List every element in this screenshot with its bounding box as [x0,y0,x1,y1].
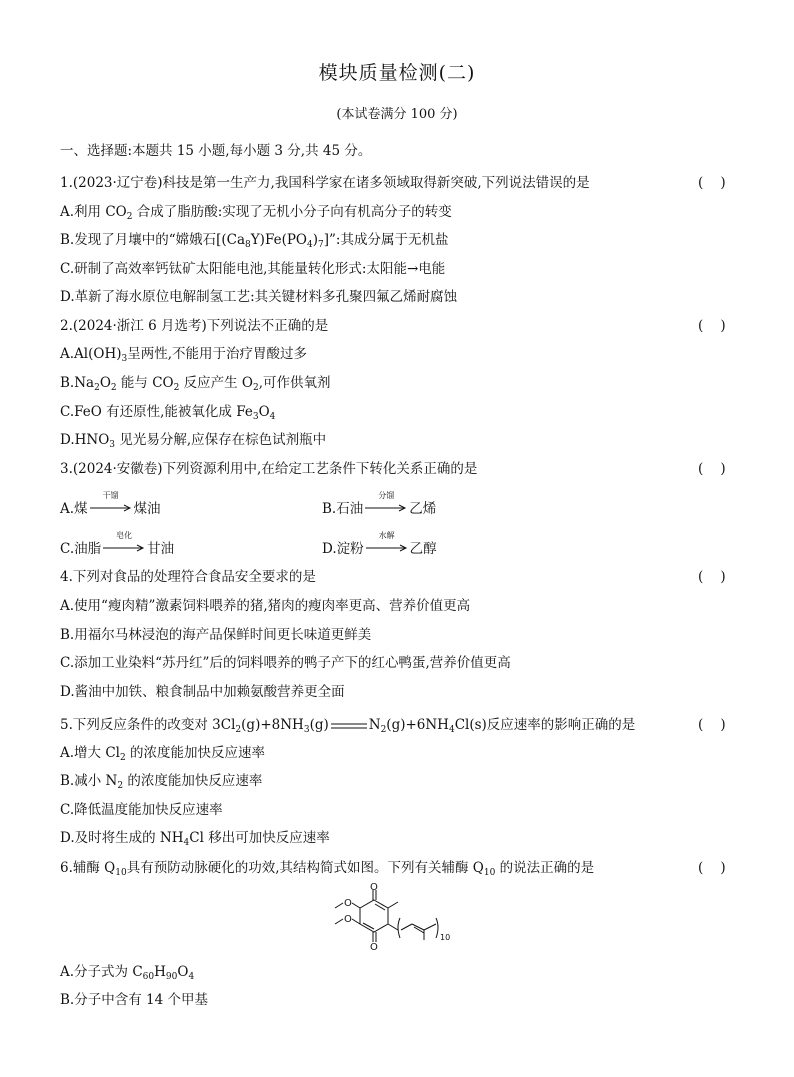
q2-option-c: C.FeO 有还原性,能被氧化成 $Fe_3O_4$ [60,404,276,422]
q3-option-b: B.石油 分馏 乙烯 [322,491,437,517]
coenzyme-q10-structure [328,882,468,952]
q3-option-d: D.淀粉 水解 乙醇 [322,531,437,557]
q1-option-b: B.发现了月壤中的“嫦娥石$[(Ca_8Y)Fe(PO_4)_7]$”:其成分属于无机盐 [60,232,449,250]
svg-text:O: O [370,942,378,952]
q2-stem: 2.(2024·浙江 6 月选考)下列说法不正确的是 [60,318,329,334]
q5-option-c: C.降低温度能加快反应速率 [60,802,223,818]
svg-text:10: 10 [440,933,451,942]
svg-text:O: O [370,882,378,893]
q3-stem: 3.(2024·安徽卷)下列资源利用中,在给定工艺条件下转化关系正确的是 [60,461,478,477]
q3-option-a: A.煤 干馏 煤油 [60,491,161,517]
q1-stem: 1.(2023·辽宁卷)科技是第一生产力,我国科学家在诸多领域取得新突破,下列说法错误的是 [60,175,590,191]
q3-answer-blank: ( ) [698,461,726,477]
q2-option-b: $B.Na_2O_2$ 能与 $CO_2$ 反应产生 $O_2$,可作供氧剂 [60,375,331,393]
q1-answer-blank: ( ) [698,175,726,191]
q5-option-a: A.增大 $Cl_2$ 的浓度能加快反应速率 [60,745,266,763]
q2-option-a: $A.Al(OH)_3$呈两性,不能用于治疗胃酸过多 [60,346,308,364]
reaction-arrow: 皂化 [102,540,146,558]
q5-option-b: B.减小 $N_2$ 的浓度能加快反应速率 [60,773,263,791]
q1-option-c: C.研制了高效率钙钛矿太阳能电池,其能量转化形式:太阳能→电能 [60,261,446,277]
page-title: 模块质量检测(二) [318,62,476,84]
section-heading: 一、选择题:本题共 15 小题,每小题 3 分,共 45 分。 [60,143,372,159]
q2-answer-blank: ( ) [698,318,726,334]
q5-option-d: D.及时将生成的 $NH_4Cl$ 移出可加快反应速率 [60,830,330,848]
q4-option-d: D.酱油中加铁、粮食制品中加赖氨酸营养更全面 [60,684,345,700]
page-subtitle: (本试卷满分 100 分) [336,107,458,122]
q4-option-b: B.用福尔马林浸泡的海产品保鲜时间更长味道更鲜美 [60,627,372,643]
q4-option-c: C.添加工业染料“苏丹红”后的饲料喂养的鸭子产下的红心鸭蛋,营养价值更高 [60,655,511,671]
q6-option-b: B.分子中含有 14 个甲基 [60,992,208,1008]
q4-stem: 4.下列对食品的处理符合食品安全要求的是 [60,569,316,585]
q6-answer-blank: ( ) [698,860,726,876]
q2-option-d: $D.HNO_3$ 见光易分解,应保存在棕色试剂瓶中 [60,432,327,450]
q6-stem: 6.辅酶 $Q_{10}$具有预防动脉硬化的功效,其结构简式如图。下列有关辅酶 $Q_{10}$ 的说法正确的是 [60,860,595,878]
q5-stem: 5.下列反应条件的改变对 $3Cl_2(g)+8NH_3(g)$ $N_2(g)+6NH_4Cl(s)$反应速率的影响正确的是 [60,717,636,735]
q4-option-a: A.使用“瘦肉精”激素饲料喂养的猪,猪肉的瘦肉率更高、营养价值更高 [60,598,471,614]
q1-option-a: A.利用 $CO_2$ 合成了脂肪酸:实现了无机小分子向有机高分子的转变 [60,204,452,222]
reaction-arrow: 干馏 [89,500,133,518]
reaction-arrow: 水解 [365,540,409,558]
q4-answer-blank: ( ) [698,569,726,585]
equals-sign [329,719,369,733]
reaction-arrow: 分馏 [364,500,408,518]
q3-option-c: C.油脂 皂化 甘油 [60,531,175,557]
q5-answer-blank: ( ) [698,717,726,733]
q6-option-a: A.分子式为 $C_{60}H_{90}O_4$ [60,964,195,982]
svg-text:O: O [344,898,352,909]
svg-text:O: O [344,914,352,925]
q1-option-d: D.革新了海水原位电解制氢工艺:其关键材料多孔聚四氟乙烯耐腐蚀 [60,289,458,305]
